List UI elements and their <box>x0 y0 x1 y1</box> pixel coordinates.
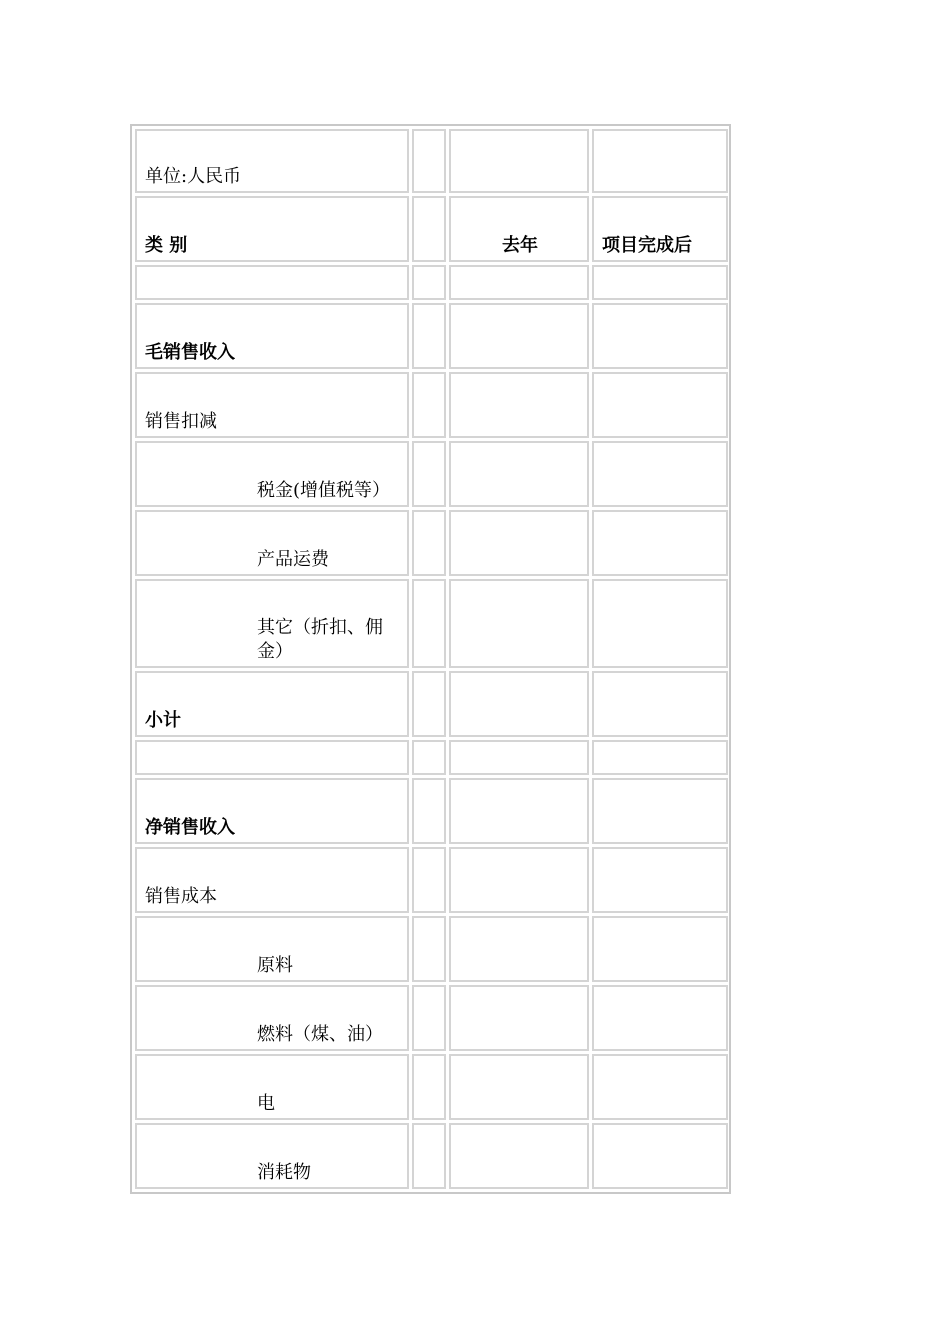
row-label: 净销售收入 <box>135 778 409 844</box>
blank-cell <box>412 847 446 913</box>
value-last-year <box>449 1054 589 1120</box>
blank-cell <box>412 778 446 844</box>
unit-label: 单位:人民币 <box>135 129 409 193</box>
value-after-project <box>592 671 728 737</box>
row-label: 其它（折扣、佣金） <box>135 579 409 668</box>
value-after-project <box>592 441 728 507</box>
value-last-year <box>449 985 589 1051</box>
blank-cell <box>412 1123 446 1189</box>
table-row <box>135 1054 728 1120</box>
blank-cell <box>412 441 446 507</box>
value-last-year <box>449 1123 589 1189</box>
row-label: 电 <box>135 1054 409 1120</box>
value-after-project <box>592 1054 728 1120</box>
table-row <box>135 916 728 982</box>
value-last-year <box>449 778 589 844</box>
blank-cell <box>449 129 589 193</box>
blank-cell <box>412 303 446 369</box>
table-row <box>135 372 728 438</box>
header-row <box>135 196 728 262</box>
value-after-project <box>592 985 728 1051</box>
value-after-project <box>592 303 728 369</box>
table-row <box>135 985 728 1051</box>
value-after-project <box>592 740 728 775</box>
unit-row <box>135 129 728 193</box>
header-last-year: 去年 <box>449 196 589 262</box>
value-last-year <box>449 671 589 737</box>
value-last-year <box>449 303 589 369</box>
table-row <box>135 778 728 844</box>
value-after-project <box>592 1123 728 1189</box>
blank-cell <box>412 916 446 982</box>
row-label: 产品运费 <box>135 510 409 576</box>
table-row <box>135 847 728 913</box>
blank-cell <box>412 579 446 668</box>
value-last-year <box>449 265 589 300</box>
header-after-project: 项目完成后 <box>592 196 728 262</box>
value-after-project <box>592 265 728 300</box>
blank-cell <box>412 129 446 193</box>
blank-cell <box>412 671 446 737</box>
value-last-year <box>449 510 589 576</box>
value-after-project <box>592 778 728 844</box>
row-label: 毛销售收入 <box>135 303 409 369</box>
blank-cell <box>412 196 446 262</box>
value-after-project <box>592 510 728 576</box>
row-label: 税金(增值税等） <box>135 441 409 507</box>
row-label: 销售成本 <box>135 847 409 913</box>
blank-cell <box>412 372 446 438</box>
row-label: 销售扣减 <box>135 372 409 438</box>
blank-cell <box>412 265 446 300</box>
value-last-year <box>449 372 589 438</box>
table-row <box>135 579 728 668</box>
table-row <box>135 265 728 300</box>
value-last-year <box>449 847 589 913</box>
value-last-year <box>449 579 589 668</box>
sales-table <box>132 126 731 1192</box>
table-row <box>135 303 728 369</box>
row-label: 消耗物 <box>135 1123 409 1189</box>
value-after-project <box>592 372 728 438</box>
row-label: 小计 <box>135 671 409 737</box>
blank-cell <box>412 985 446 1051</box>
table-row <box>135 1123 728 1189</box>
blank-cell <box>592 129 728 193</box>
blank-cell <box>412 740 446 775</box>
value-last-year <box>449 916 589 982</box>
table-row <box>135 441 728 507</box>
blank-cell <box>412 1054 446 1120</box>
table-row <box>135 740 728 775</box>
table-row <box>135 671 728 737</box>
value-after-project <box>592 847 728 913</box>
blank-cell <box>412 510 446 576</box>
value-after-project <box>592 579 728 668</box>
header-category: 类 别 <box>135 196 409 262</box>
row-label <box>135 740 409 775</box>
financial-table-container <box>130 124 731 1194</box>
row-label <box>135 265 409 300</box>
value-after-project <box>592 916 728 982</box>
table-row <box>135 510 728 576</box>
value-last-year <box>449 740 589 775</box>
row-label: 原料 <box>135 916 409 982</box>
value-last-year <box>449 441 589 507</box>
row-label: 燃料（煤、油） <box>135 985 409 1051</box>
